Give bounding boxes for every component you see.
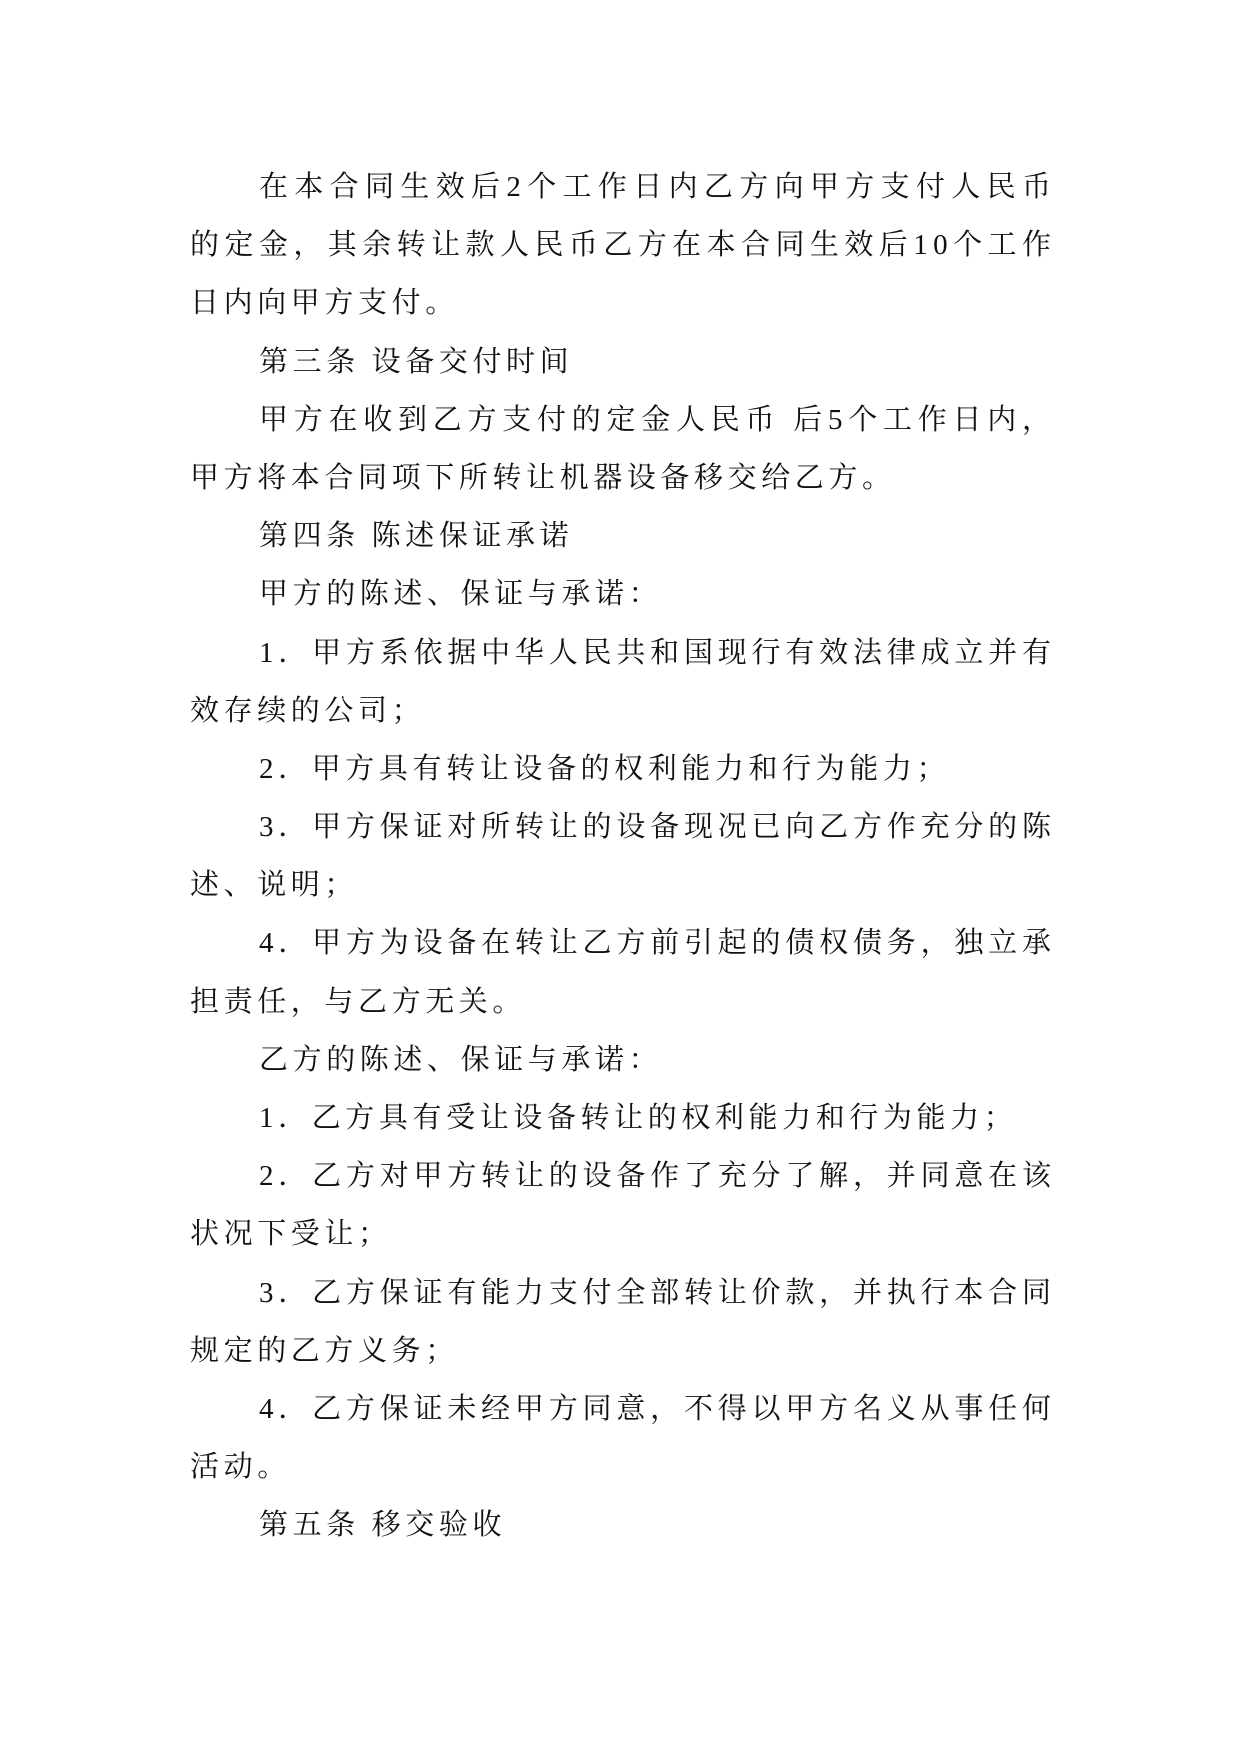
text-line: 第四条 陈述保证承诺: [259, 520, 574, 553]
party-b-representations-heading: [190, 1031, 1051, 1089]
payment-terms-paragraph: [190, 158, 1058, 333]
text-line: 第五条 移交验收: [259, 1509, 507, 1542]
party-b-clause-1: [190, 1089, 1051, 1147]
text-line: 甲方将本合同项下所转让机器设备移交给乙方。: [190, 461, 896, 494]
party-a-clause-4: [190, 914, 1056, 1030]
text-line: 2．甲方具有转让设备的权利能力和行为能力；: [259, 752, 951, 785]
text-line: 2．乙方对甲方转让的设备作了充分了解，并同意在该: [259, 1160, 1056, 1193]
party-a-clause-3: [190, 798, 1056, 914]
text-line: 3．甲方保证对所转让的设备现况已向乙方作充分的陈: [259, 811, 1056, 844]
party-b-clause-2: [190, 1147, 1056, 1263]
text-line: 甲方在收到乙方支付的定金人民币 后5个工作日内，: [259, 403, 1057, 436]
text-line: 效存续的公司；: [190, 694, 426, 727]
text-line: 活动。: [190, 1451, 291, 1484]
text-line: 规定的乙方义务；: [190, 1334, 459, 1367]
text-line: 述、说明；: [190, 869, 359, 902]
text-line: 状况下受让；: [190, 1218, 392, 1251]
party-a-representations-heading: [190, 565, 1051, 623]
text-line: 担责任，与乙方无关。: [190, 985, 527, 1018]
text-line: 第三条 设备交付时间: [259, 345, 574, 378]
party-a-clause-1: [190, 624, 1056, 740]
party-b-clause-4: [190, 1380, 1056, 1496]
text-line: 在本合同生效后2个工作日内乙方向甲方支付人民币: [259, 171, 1058, 203]
article-3-heading: [190, 333, 1051, 391]
text-line: 1．乙方具有受让设备转让的权利能力和行为能力；: [259, 1102, 1018, 1134]
text-line: 3．乙方保证有能力支付全部转让价款，并执行本合同: [259, 1276, 1056, 1309]
text-line: 4．乙方保证未经甲方同意，不得以甲方名义从事任何: [259, 1392, 1056, 1425]
text-line: 日内向甲方支付。: [190, 287, 459, 320]
article-5-heading: [190, 1496, 1051, 1554]
text-line: 的定金，其余转让款人民币乙方在本合同生效后10个工作: [190, 229, 1057, 262]
party-a-clause-2: [190, 740, 1051, 798]
text-line: 4．甲方为设备在转让乙方前引起的债权债务，独立承: [259, 927, 1056, 960]
text-line: 甲方的陈述、保证与承诺：: [259, 578, 663, 611]
article-4-heading: [190, 507, 1051, 565]
text-line: 1．甲方系依据中华人民共和国现行有效法律成立并有: [259, 636, 1056, 669]
text-line: 乙方的陈述、保证与承诺：: [259, 1043, 663, 1076]
party-b-clause-3: [190, 1264, 1056, 1380]
contract-body: [190, 158, 1058, 1555]
delivery-time-paragraph: [190, 391, 1057, 507]
